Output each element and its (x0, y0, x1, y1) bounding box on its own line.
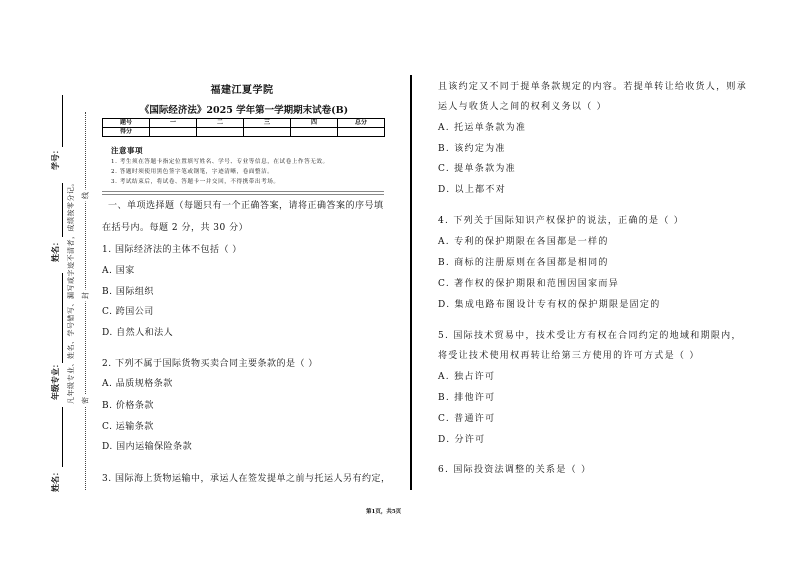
seal-char-xian: 线 (82, 190, 91, 202)
option-a: A. 国家 (102, 266, 135, 276)
header-cell: 一 (150, 119, 197, 128)
notes-separator (102, 191, 384, 195)
option-a: A. 独占许可 (438, 372, 496, 382)
name-line-2 (62, 407, 63, 467)
note-item: 1. 考生须在答题卡指定位置填写姓名、学号、专业等信息，在试卷上作答无效。 (111, 159, 329, 165)
name-line (62, 183, 63, 237)
student-id-label: 学号： (50, 146, 60, 170)
option-c: C. 提单条款为准 (438, 164, 516, 174)
header-cell: 总分 (338, 119, 385, 128)
question-stem-cont: 将受让技术使用权再转让给第三方使用的许可方式是（ ） (438, 351, 700, 361)
student-id-line (62, 95, 63, 147)
option-b: B. 价格条款 (102, 401, 154, 411)
question-stem: 6. 国际投资法调整的关系是（ ） (438, 465, 592, 475)
major-label: 年级专业： (50, 360, 60, 400)
option-a: A. 托运单条款为准 (438, 123, 527, 133)
seal-char-mi: 密 (82, 395, 91, 407)
option-b: B. 排他许可 (438, 393, 496, 403)
name-label: 姓名： (50, 238, 60, 262)
header-cell: 四 (291, 119, 338, 128)
header-cell: 二 (197, 119, 244, 128)
option-a: A. 专利的保护期限在各国都是一样的 (438, 237, 609, 247)
score-cell (244, 128, 291, 137)
score-table-score-row (103, 128, 385, 137)
score-cell (150, 128, 197, 137)
option-b: B. 该约定为准 (438, 144, 506, 154)
question-stem-cont: 运人与收货人之间的权利义务以（ ） (438, 102, 607, 112)
question-stem: 5. 国际技术贸易中，技术受让方有权在合同约定的地域和期限内， (438, 331, 742, 341)
section-heading: 一、单项选择题（每题只有一个正确答案，请将正确答案的序号填 (108, 201, 384, 211)
score-cell (197, 128, 244, 137)
question-stem: 2. 下列不属于国际货物买卖合同主要条款的是（ ） (102, 359, 318, 369)
note-item: 2. 答题时须使用黑色签字笔或钢笔，字迹清晰，卷面整洁。 (111, 169, 274, 175)
major-line (62, 273, 63, 363)
header-cell: 题号 (103, 119, 150, 128)
column-divider (410, 75, 412, 490)
score-table (102, 118, 385, 137)
option-d: D. 集成电路布图设计专有权的保护期限是固定的 (438, 300, 661, 310)
exam-title: 《国际经济法》2025 学年第一学期期末试卷(B) (139, 105, 349, 116)
option-c: C. 跨国公司 (102, 307, 154, 317)
score-cell (338, 128, 385, 137)
note-item: 3. 考试结束后，将试卷、答题卡一并交回，不得携带出考场。 (111, 179, 280, 185)
question-stem-cont: 且该约定又不同于提单条款规定的内容。若提单转让给收货人，则承 (438, 82, 748, 92)
option-d: D. 国内运输保险条款 (102, 442, 193, 452)
option-b: B. 商标的注册原则在各国都是相同的 (438, 258, 609, 268)
option-c: C. 普通许可 (438, 414, 496, 424)
question-stem: 4. 下列关于国际知识产权保护的说法，正确的是（ ） (438, 216, 685, 226)
option-d: D. 自然人和法人 (102, 328, 174, 338)
option-a: A. 品质规格条款 (102, 379, 173, 389)
question-stem: 1. 国际经济法的主体不包括（ ） (102, 245, 242, 255)
option-d: D. 以上都不对 (438, 185, 507, 195)
binding-instruction: 凡年级专业、姓名、学号错写、漏写或字迹不清者，成绩按零分记。 (67, 179, 75, 404)
option-c: C. 运输条款 (102, 422, 154, 432)
question-stem: 3. 国际海上货物运输中，承运人在签发提单之前与托运人另有约定， (102, 474, 391, 484)
option-c: C. 著作权的保护期限和范围因国家而异 (438, 279, 619, 289)
section-heading-cont: 在括号内。每题 2 分，共 30 分） (102, 223, 249, 233)
seal-char-feng: 封 (82, 290, 91, 302)
option-b: B. 国际组织 (102, 287, 154, 297)
header-cell: 三 (244, 119, 291, 128)
option-d: D. 分许可 (438, 435, 486, 445)
score-cell (291, 128, 338, 137)
school-name: 福建江夏学院 (210, 85, 274, 96)
score-row-label: 得分 (103, 128, 150, 137)
notes-title: 注意事项 (111, 146, 143, 155)
page-number: 第1页，共5页 (366, 509, 402, 515)
name-label-2: 姓名： (50, 468, 60, 492)
score-table-header-row (103, 119, 385, 128)
